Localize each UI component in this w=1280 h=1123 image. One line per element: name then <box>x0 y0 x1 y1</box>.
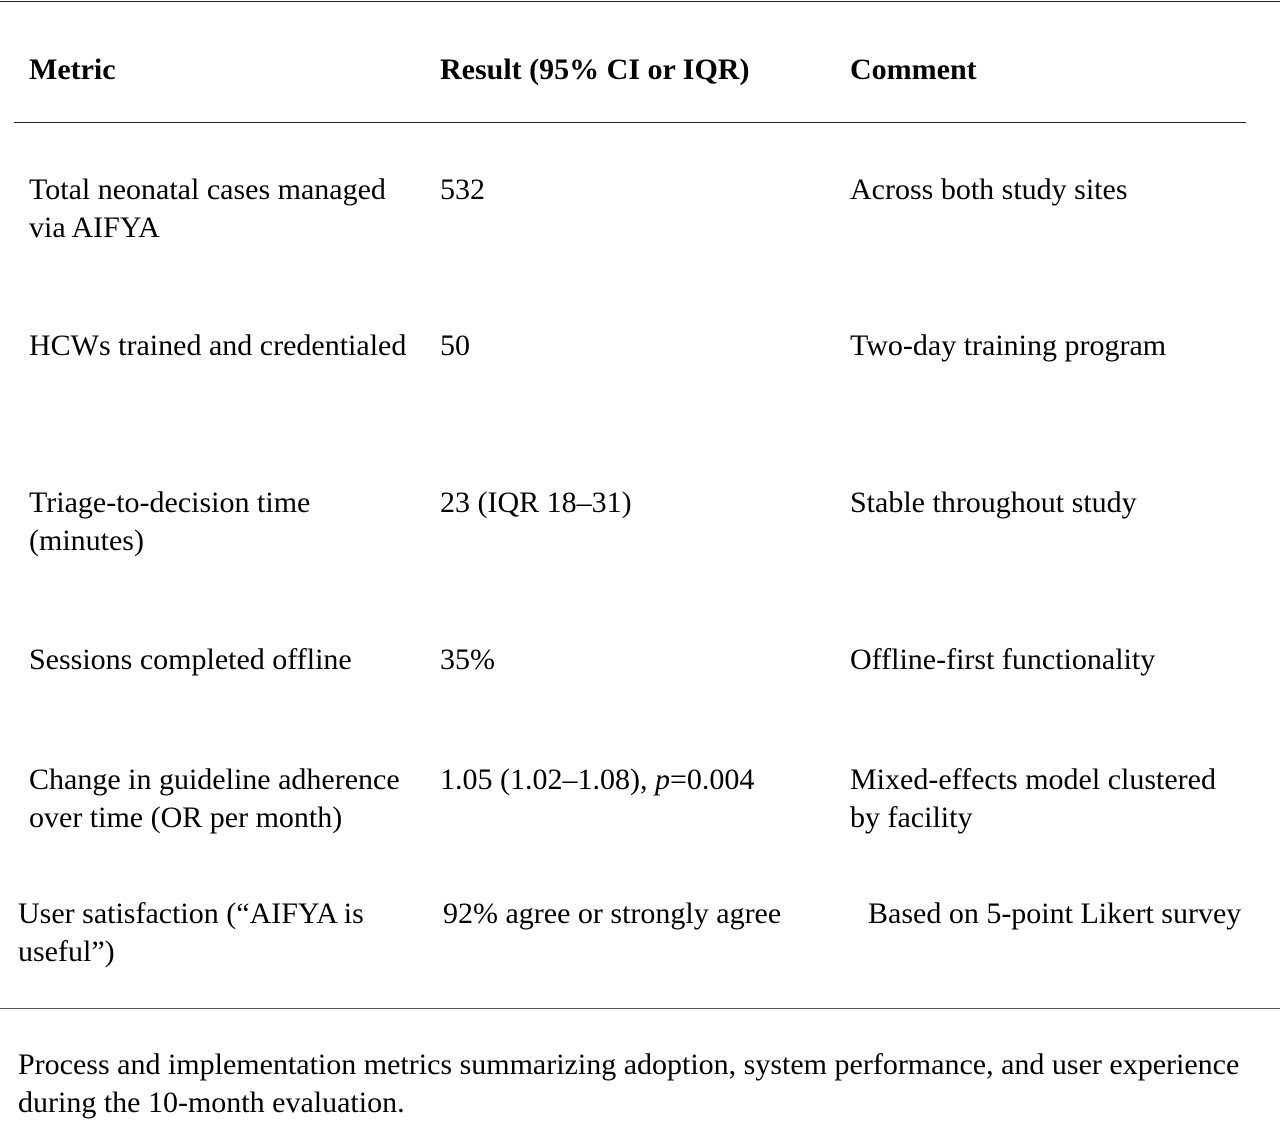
table-header-rule <box>14 122 1246 123</box>
row-1-comment: Across both study sites <box>850 173 1128 206</box>
table-bottom-rule <box>0 1008 1280 1009</box>
row-6-comment: Based on 5-point Likert survey <box>868 897 1242 930</box>
row-4-metric: Sessions completed offline <box>29 643 352 676</box>
column-header-metric: Metric <box>29 53 116 86</box>
column-header-comment: Comment <box>850 53 977 86</box>
row-4-comment: Offline-first functionality <box>850 643 1156 676</box>
row-5-result <box>440 761 840 799</box>
row-2-comment: Two-day training program <box>850 329 1167 362</box>
row-2-result: 50 <box>440 329 470 362</box>
row-4-result: 35% <box>440 643 495 676</box>
row-5-result-p-value: =0.004 <box>669 763 755 796</box>
row-1-metric: Total neonatal cases managed via AIFYA <box>29 173 386 244</box>
row-6-result: 92% agree or strongly agree <box>443 897 782 930</box>
row-5-comment: Mixed-effects model clustered by facility <box>850 763 1216 834</box>
table-caption: Process and implementation metrics summarizing adoption, system performance, and user experience during the 10-month evaluation. <box>18 1048 1240 1119</box>
row-5-result-value: 1.05 (1.02–1.08), <box>440 763 655 796</box>
row-1-result: 532 <box>440 173 485 206</box>
table-top-rule <box>0 1 1280 2</box>
row-3-metric: Triage-to-decision time (minutes) <box>29 486 311 557</box>
row-5-result-p-symbol: p <box>654 763 670 796</box>
row-3-comment: Stable throughout study <box>850 486 1137 519</box>
row-5-metric: Change in guideline adherence over time (OR per month) <box>29 763 400 834</box>
column-header-result: Result (95% CI or IQR) <box>440 53 750 86</box>
row-6-metric: User satisfaction (“AIFYA is useful”) <box>18 897 364 968</box>
row-2-metric: HCWs trained and credentialed <box>29 329 407 362</box>
row-3-result: 23 (IQR 18–31) <box>440 486 632 519</box>
